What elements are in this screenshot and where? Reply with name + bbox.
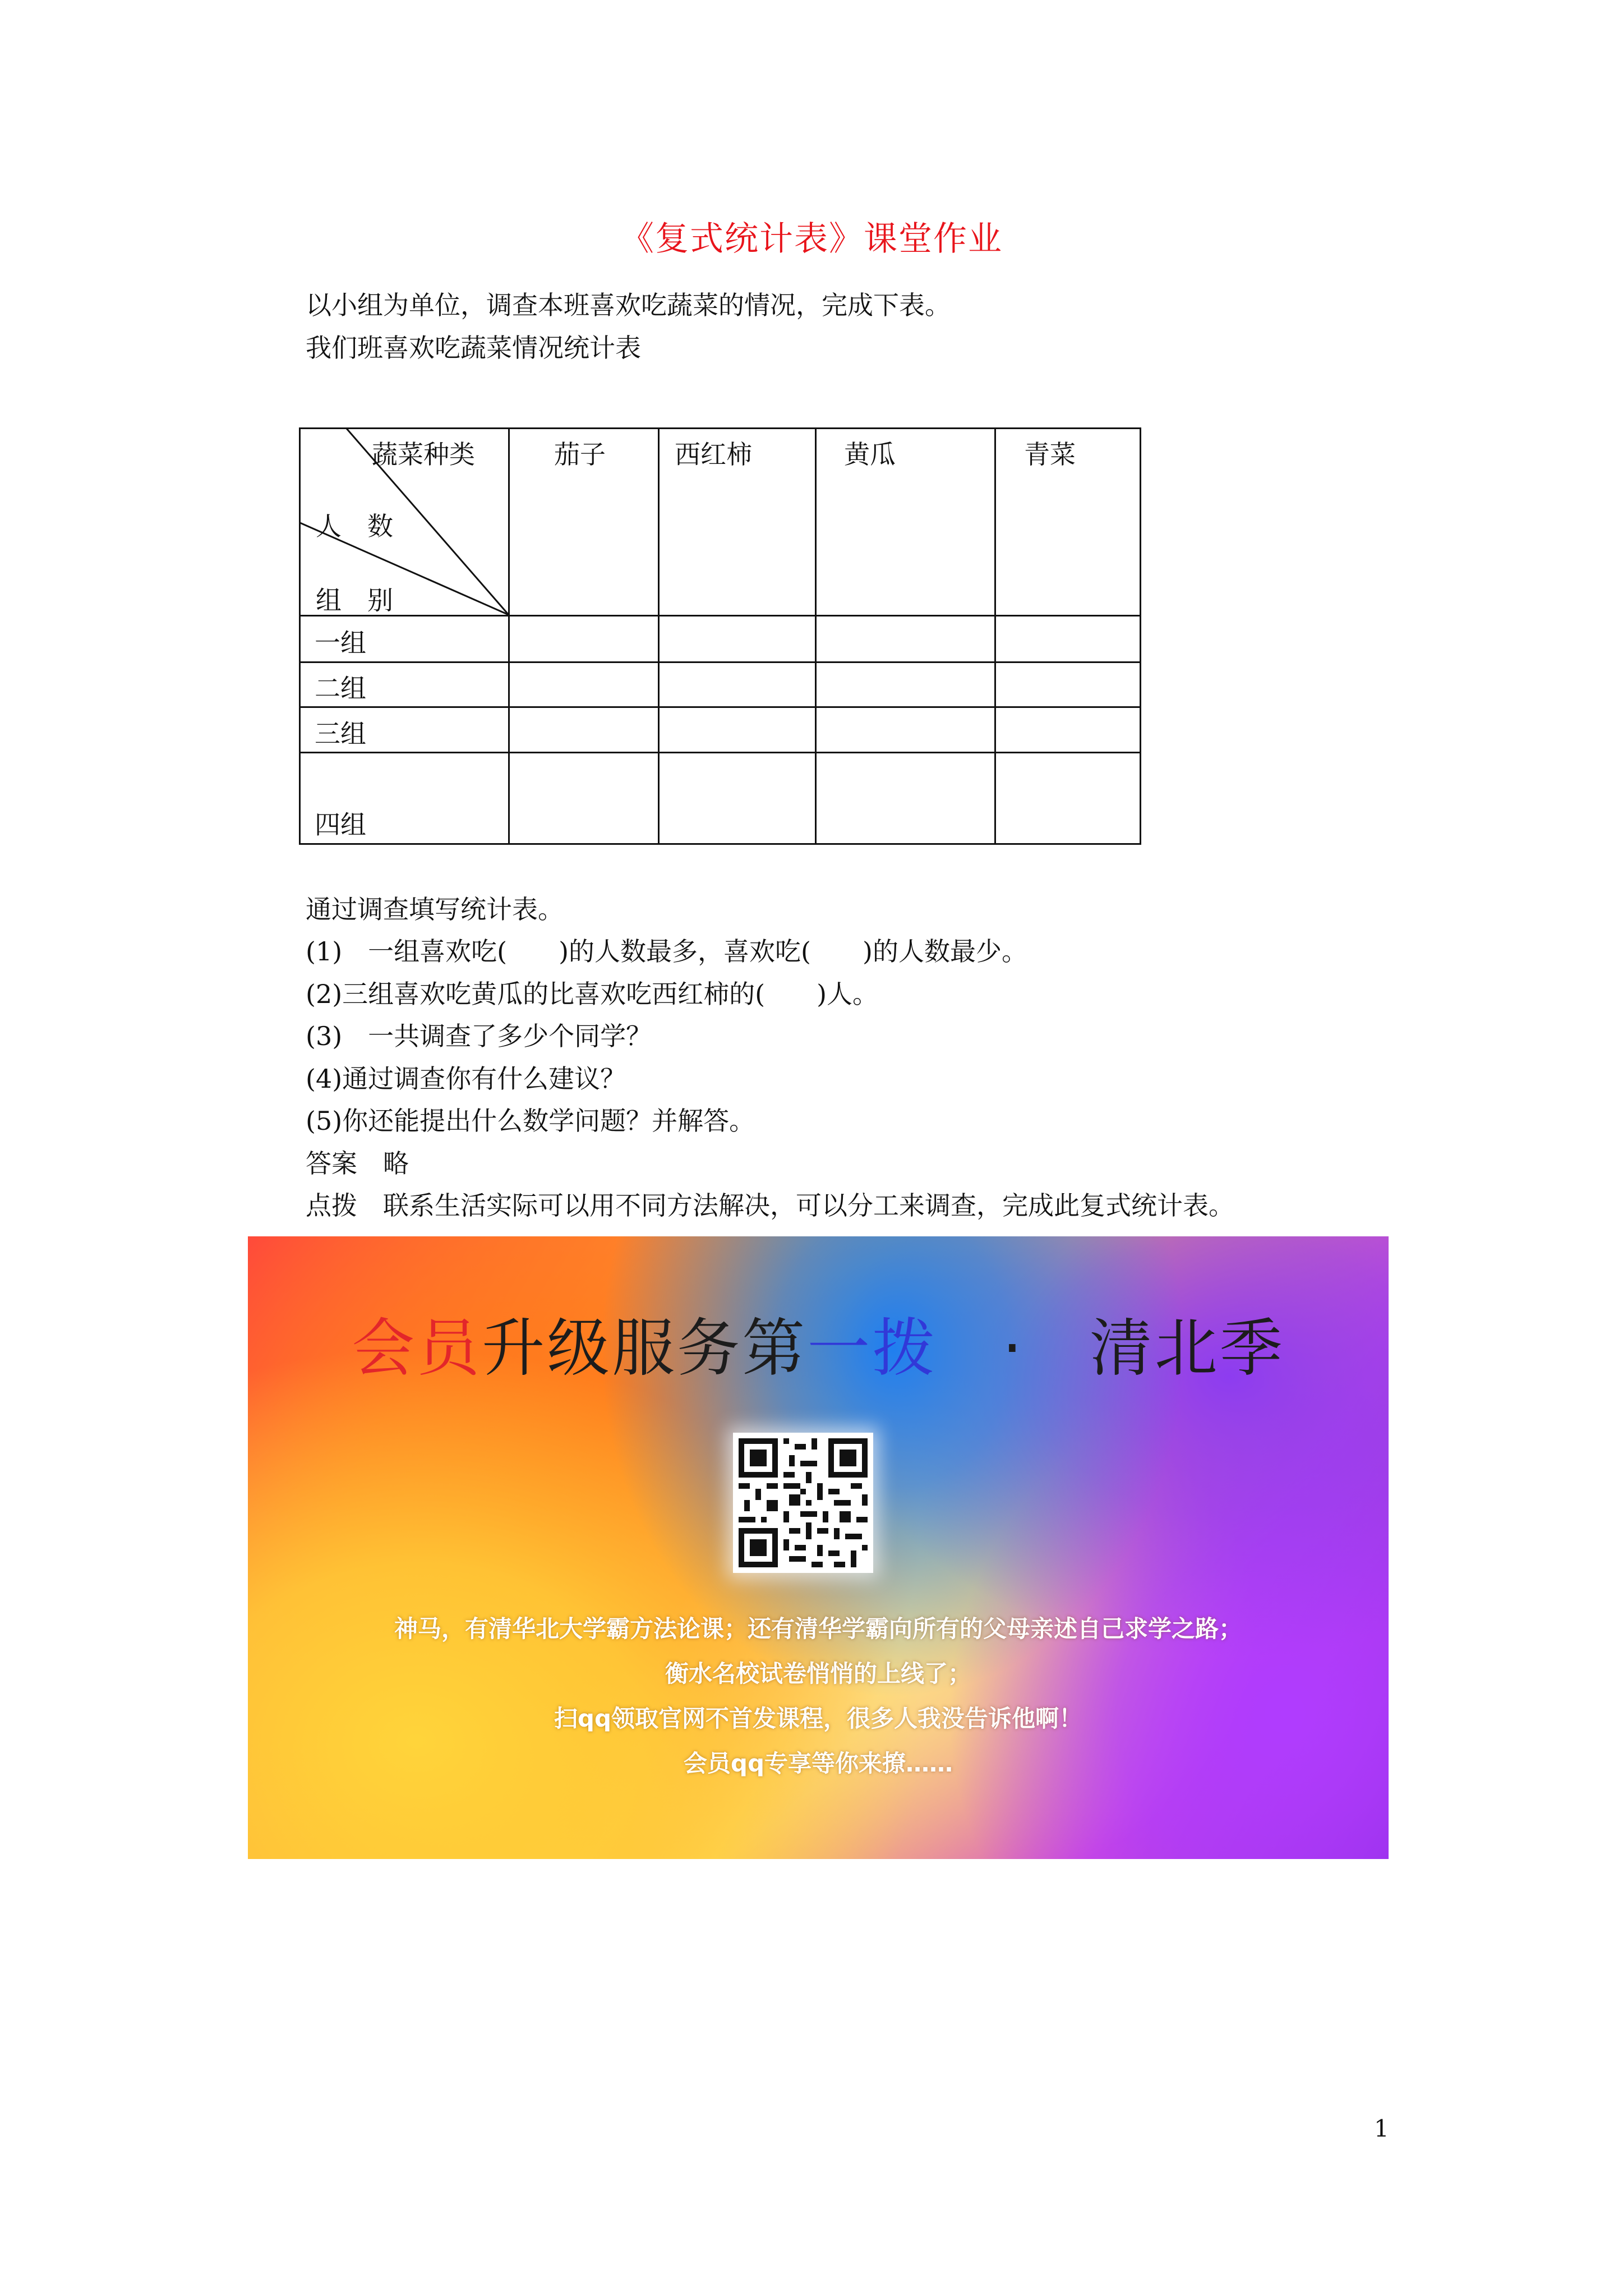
qr-code-icon[interactable] — [733, 1433, 873, 1573]
table-title: 我们班喜欢吃蔬菜情况统计表 — [306, 333, 641, 363]
banner-title-part1: 升级服务第 — [482, 1312, 808, 1385]
question-2: (2)三组喜欢吃黄瓜的比喜欢吃西红柿的( )人。 — [306, 979, 879, 1009]
banner-title-part2: 清北季 — [1089, 1312, 1285, 1385]
column-header-tomato: 西红柿 — [675, 439, 752, 470]
instruction-text: 通过调查填写统计表。 — [306, 894, 564, 924]
row-label-group1: 一组 — [315, 628, 366, 658]
vegetable-stats-table — [299, 427, 1141, 845]
banner-title — [248, 1298, 1389, 1388]
banner-line-1: 神马，有清华北大学霸方法论课；还有清华学霸向所有的父母亲述自己求学之路； — [394, 1615, 1242, 1642]
banner-title-red: 会员 — [352, 1312, 482, 1385]
column-header-cucumber: 黄瓜 — [844, 439, 896, 470]
header-vegetable-type: 蔬菜种类 — [372, 439, 475, 470]
column-header-greens: 青菜 — [1024, 439, 1076, 470]
row-label-group4: 四组 — [315, 809, 366, 840]
row-label-group3: 三组 — [315, 719, 366, 749]
row-label-group2: 二组 — [315, 673, 366, 703]
banner-title-blue: 一拨 — [807, 1312, 938, 1385]
header-count: 人 数 — [316, 511, 393, 541]
banner-line-2: 衡水名校试卷悄悄的上线了； — [665, 1660, 971, 1687]
question-3: (3) 一共调查了多少个同学？ — [306, 1021, 652, 1051]
column-header-eggplant: 茄子 — [554, 439, 606, 470]
banner-title-separator: · — [937, 1312, 1090, 1385]
banner-text-lines — [248, 1607, 1389, 1786]
answer-text: 答案 略 — [306, 1148, 409, 1179]
page-number: 1 — [1374, 2115, 1389, 2142]
promo-banner[interactable] — [248, 1236, 1389, 1859]
question-1: (1) 一组喜欢吃( )的人数最多，喜欢吃( )的人数最少。 — [306, 936, 1027, 967]
banner-line-4: 会员qq专享等你来撩…… — [683, 1750, 953, 1777]
banner-line-3: 扫qq领取官网不首发课程，很多人我没告诉他啊！ — [554, 1705, 1083, 1732]
intro-text: 以小组为单位，调查本班喜欢吃蔬菜的情况，完成下表。 — [306, 290, 951, 320]
question-4: (4)通过调查你有什么建议？ — [306, 1064, 626, 1094]
hint-text: 点拨 联系生活实际可以用不同方法解决，可以分工来调查，完成此复式统计表。 — [306, 1190, 1234, 1221]
page-title: 《复式统计表》课堂作业 — [620, 219, 1003, 259]
question-5: (5)你还能提出什么数学问题？并解答。 — [306, 1106, 755, 1136]
header-group: 组 别 — [316, 585, 393, 615]
